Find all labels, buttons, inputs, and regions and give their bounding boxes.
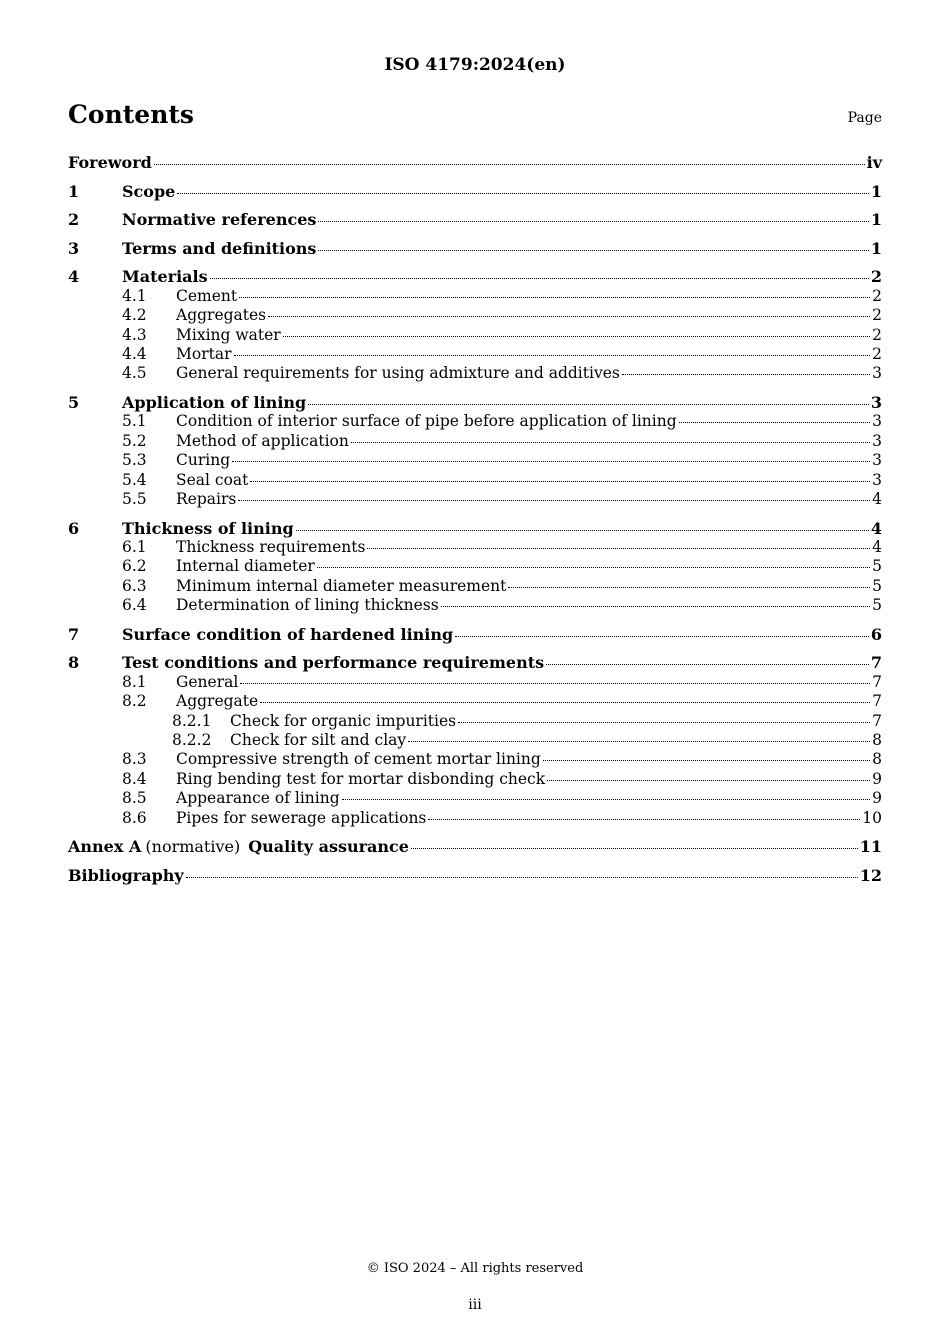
toc-entry[interactable] bbox=[68, 210, 882, 229]
toc-entry-title: Mortar bbox=[176, 345, 232, 363]
toc-entry-title: Repairs bbox=[176, 490, 237, 509]
page-number: iii bbox=[468, 1297, 482, 1313]
toc-dot-leader bbox=[250, 480, 870, 482]
toc-entry[interactable] bbox=[68, 471, 882, 490]
toc-dot-leader bbox=[317, 566, 870, 568]
toc-entry-page: 4 bbox=[870, 518, 882, 538]
toc-dot-leader bbox=[408, 740, 870, 742]
toc-entry-title: Appearance of lining bbox=[176, 789, 340, 808]
toc-entry-page: 6 bbox=[870, 624, 882, 644]
toc-entry-page: 7 bbox=[870, 653, 882, 673]
toc-dot-leader bbox=[154, 163, 865, 165]
toc-entry-page: 3 bbox=[872, 451, 882, 470]
toc-entry[interactable] bbox=[68, 750, 882, 769]
toc-dot-leader bbox=[547, 779, 870, 781]
toc-entry[interactable] bbox=[68, 837, 882, 856]
toc-entry[interactable] bbox=[68, 625, 882, 644]
toc-entry[interactable] bbox=[68, 326, 882, 345]
toc-dot-leader bbox=[296, 529, 869, 531]
toc-dot-leader bbox=[622, 373, 870, 375]
toc-entry-page: 7 bbox=[872, 711, 882, 730]
toc-dot-leader bbox=[238, 499, 870, 501]
toc-entry-title: Check for silt and clay bbox=[230, 731, 407, 750]
toc-entry-title: Compressive strength of cement mortar lining bbox=[176, 750, 541, 769]
toc-entry-title: Ring bending test for mortar disbonding check bbox=[176, 769, 546, 788]
toc-entry-title: Minimum internal diameter measurement bbox=[176, 576, 507, 595]
toc-entry-page: 1 bbox=[870, 181, 882, 201]
toc-entry-page: 8 bbox=[872, 731, 882, 750]
toc-dot-leader bbox=[458, 721, 870, 723]
toc-dot-leader bbox=[318, 220, 868, 222]
toc-entry-number: 8.3 bbox=[122, 750, 147, 769]
toc-entry[interactable] bbox=[68, 809, 882, 828]
toc-entry-page: 3 bbox=[872, 364, 882, 383]
toc-entry-page: 5 bbox=[872, 557, 882, 576]
toc-entry-number: 6.3 bbox=[122, 576, 147, 595]
toc-entry-page: 3 bbox=[872, 412, 882, 431]
toc-dot-leader bbox=[411, 847, 858, 849]
toc-entry-title: Scope bbox=[122, 181, 176, 201]
toc-entry-page: 3 bbox=[872, 470, 882, 489]
toc-dot-leader bbox=[177, 192, 869, 194]
toc-entry-page: 1 bbox=[870, 238, 882, 258]
toc-dot-leader bbox=[210, 277, 869, 279]
toc-entry-title: General bbox=[176, 672, 239, 691]
toc-dot-leader bbox=[260, 701, 870, 703]
toc-entry-number: 6.2 bbox=[122, 557, 147, 576]
toc-entry-number: 8.5 bbox=[122, 789, 147, 808]
toc-entry-page: 2 bbox=[872, 345, 882, 363]
toc-dot-leader bbox=[351, 441, 870, 443]
toc-entry-page: 9 bbox=[872, 769, 882, 788]
toc-entry-title: Seal coat bbox=[176, 470, 249, 489]
toc-entry-page: 5 bbox=[872, 596, 882, 615]
page-column-label: Page bbox=[847, 110, 882, 126]
toc-entry-number: 5.5 bbox=[122, 490, 147, 509]
toc-entry[interactable] bbox=[68, 490, 882, 509]
toc-entry-number: 5.3 bbox=[122, 451, 147, 470]
toc-entry-title: Aggregate bbox=[176, 692, 259, 711]
toc-entry-number: 8 bbox=[68, 653, 80, 673]
toc-entry-number: 4 bbox=[68, 267, 80, 287]
toc-entry[interactable] bbox=[68, 712, 882, 731]
toc-entry-title: Curing bbox=[176, 451, 231, 470]
toc-entry-page: 12 bbox=[859, 865, 882, 885]
toc-entry-number: 3 bbox=[68, 238, 80, 258]
toc-entry[interactable] bbox=[68, 364, 882, 383]
toc-dot-leader bbox=[234, 354, 871, 356]
toc-entry-number: 5.1 bbox=[122, 412, 147, 431]
toc-entry[interactable] bbox=[68, 182, 882, 201]
toc-entry-title: Normative references bbox=[122, 210, 317, 230]
toc-entry[interactable] bbox=[68, 412, 882, 431]
toc-entry-title: Mixing water bbox=[176, 325, 281, 344]
toc-entry[interactable] bbox=[68, 653, 882, 672]
toc-entry-number: 8.2.2 bbox=[172, 731, 212, 750]
toc-entry-title: Condition of interior surface of pipe before application of lining bbox=[176, 412, 677, 431]
toc-entry-page: iv bbox=[866, 153, 882, 172]
toc-entry-number: 5.4 bbox=[122, 470, 147, 489]
toc-dot-leader bbox=[308, 403, 869, 405]
toc-entry-number: 2 bbox=[68, 210, 80, 230]
toc-dot-leader bbox=[428, 818, 860, 820]
toc-entry[interactable] bbox=[68, 692, 882, 711]
toc-entry[interactable] bbox=[68, 393, 882, 412]
toc-entry-title: Terms and definitions bbox=[122, 238, 317, 258]
toc-dot-leader bbox=[546, 663, 869, 665]
toc-entry[interactable] bbox=[68, 267, 882, 286]
toc-entry[interactable] bbox=[68, 451, 882, 470]
toc-entry-number: 8.6 bbox=[122, 808, 147, 827]
toc-entry-page: 2 bbox=[872, 306, 882, 325]
toc-entry[interactable] bbox=[68, 239, 882, 258]
toc-entry-title: Bibliography bbox=[68, 865, 184, 885]
toc-entry[interactable] bbox=[68, 306, 882, 325]
toc-annex-normative: (normative) bbox=[145, 837, 241, 857]
toc-entry[interactable] bbox=[68, 287, 882, 306]
toc-entry-number: 8.1 bbox=[122, 672, 147, 691]
toc-entry[interactable] bbox=[68, 345, 882, 364]
toc-entry-title: Check for organic impurities bbox=[230, 711, 457, 730]
toc-entry-page: 5 bbox=[872, 576, 882, 595]
toc-dot-leader bbox=[455, 635, 869, 637]
toc-entry-title: Internal diameter bbox=[176, 557, 315, 576]
toc-dot-leader bbox=[186, 876, 858, 878]
toc-entry-title: Cement bbox=[176, 286, 238, 305]
toc-dot-leader bbox=[232, 460, 870, 462]
toc-entry-number: 5.2 bbox=[122, 431, 147, 450]
toc-entry-title: General requirements for using admixture and additives bbox=[176, 364, 620, 383]
toc-entry[interactable] bbox=[68, 731, 882, 750]
toc-entry-title: Thickness of lining bbox=[122, 518, 294, 538]
toc-entry[interactable] bbox=[68, 557, 882, 576]
toc-dot-leader bbox=[342, 798, 871, 800]
toc-entry-title: Pipes for sewerage applications bbox=[176, 808, 427, 827]
toc-dot-leader bbox=[318, 249, 868, 251]
toc-entry-title: Thickness requirements bbox=[176, 538, 366, 557]
toc-entry-number: 8.2 bbox=[122, 692, 147, 711]
toc-entry-page: 2 bbox=[870, 267, 882, 287]
copyright-footer: © ISO 2024 – All rights reserved bbox=[366, 1261, 584, 1276]
toc-entry-page: 7 bbox=[872, 692, 882, 711]
toc-entry-number: 6.1 bbox=[122, 538, 147, 557]
toc-entry[interactable] bbox=[68, 153, 882, 172]
document-header: ISO 4179:2024(en) bbox=[384, 55, 566, 75]
toc-entry-title: Method of application bbox=[176, 431, 349, 450]
toc-entry-page: 3 bbox=[872, 431, 882, 450]
toc-entry-title: Quality assurance bbox=[248, 837, 409, 857]
table-of-contents bbox=[68, 153, 882, 885]
toc-dot-leader bbox=[268, 315, 870, 317]
toc-entry-number: 4.5 bbox=[122, 364, 147, 383]
toc-entry[interactable] bbox=[68, 770, 882, 789]
toc-entry-title: Aggregates bbox=[176, 306, 267, 325]
toc-entry-number: 5 bbox=[68, 393, 80, 412]
toc-entry-title: Materials bbox=[122, 267, 208, 287]
toc-entry[interactable] bbox=[68, 596, 882, 615]
toc-entry[interactable] bbox=[68, 519, 882, 538]
toc-dot-leader bbox=[239, 296, 870, 298]
toc-entry-number: 4.4 bbox=[122, 345, 147, 363]
toc-dot-leader bbox=[240, 682, 870, 684]
toc-entry-page: 9 bbox=[872, 789, 882, 808]
toc-entry-page: 4 bbox=[872, 490, 882, 509]
toc-entry-page: 10 bbox=[862, 808, 882, 827]
toc-dot-leader bbox=[441, 605, 870, 607]
toc-entry[interactable] bbox=[68, 866, 882, 885]
toc-entry-page: 1 bbox=[870, 210, 882, 230]
toc-dot-leader bbox=[508, 586, 870, 588]
toc-entry-number: 6 bbox=[68, 518, 80, 538]
toc-entry-title: Test conditions and performance requirements bbox=[122, 653, 545, 673]
toc-entry-page: 11 bbox=[859, 837, 882, 857]
toc-entry[interactable] bbox=[68, 577, 882, 596]
toc-entry-number: 4.3 bbox=[122, 325, 147, 344]
toc-annex-label: Annex A bbox=[68, 837, 142, 857]
toc-entry[interactable] bbox=[68, 789, 882, 808]
toc-entry-title: Application of lining bbox=[122, 393, 307, 412]
toc-entry[interactable] bbox=[68, 673, 882, 692]
toc-entry[interactable] bbox=[68, 432, 882, 451]
toc-dot-leader bbox=[367, 547, 870, 549]
toc-entry-page: 2 bbox=[872, 325, 882, 344]
toc-entry-number: 8.4 bbox=[122, 769, 147, 788]
toc-entry-title: Foreword bbox=[68, 153, 152, 172]
toc-entry-title: Surface condition of hardened lining bbox=[122, 624, 454, 644]
toc-entry-page: 4 bbox=[872, 538, 882, 557]
toc-entry-number: 1 bbox=[68, 181, 80, 201]
toc-entry-number: 6.4 bbox=[122, 596, 147, 615]
toc-entry-page: 7 bbox=[872, 672, 882, 691]
toc-entry-title: Determination of lining thickness bbox=[176, 596, 439, 615]
toc-entry-page: 3 bbox=[870, 393, 882, 412]
toc-entry-number: 4.2 bbox=[122, 306, 147, 325]
toc-dot-leader bbox=[283, 335, 870, 337]
toc-dot-leader bbox=[543, 759, 870, 761]
toc-entry-number: 7 bbox=[68, 624, 80, 644]
toc-entry-page: 2 bbox=[872, 286, 882, 305]
toc-entry-number: 8.2.1 bbox=[172, 711, 212, 730]
toc-dot-leader bbox=[679, 421, 870, 423]
contents-title: Contents bbox=[68, 100, 195, 129]
toc-entry-number: 4.1 bbox=[122, 286, 147, 305]
toc-entry-page: 8 bbox=[872, 750, 882, 769]
toc-entry[interactable] bbox=[68, 538, 882, 557]
